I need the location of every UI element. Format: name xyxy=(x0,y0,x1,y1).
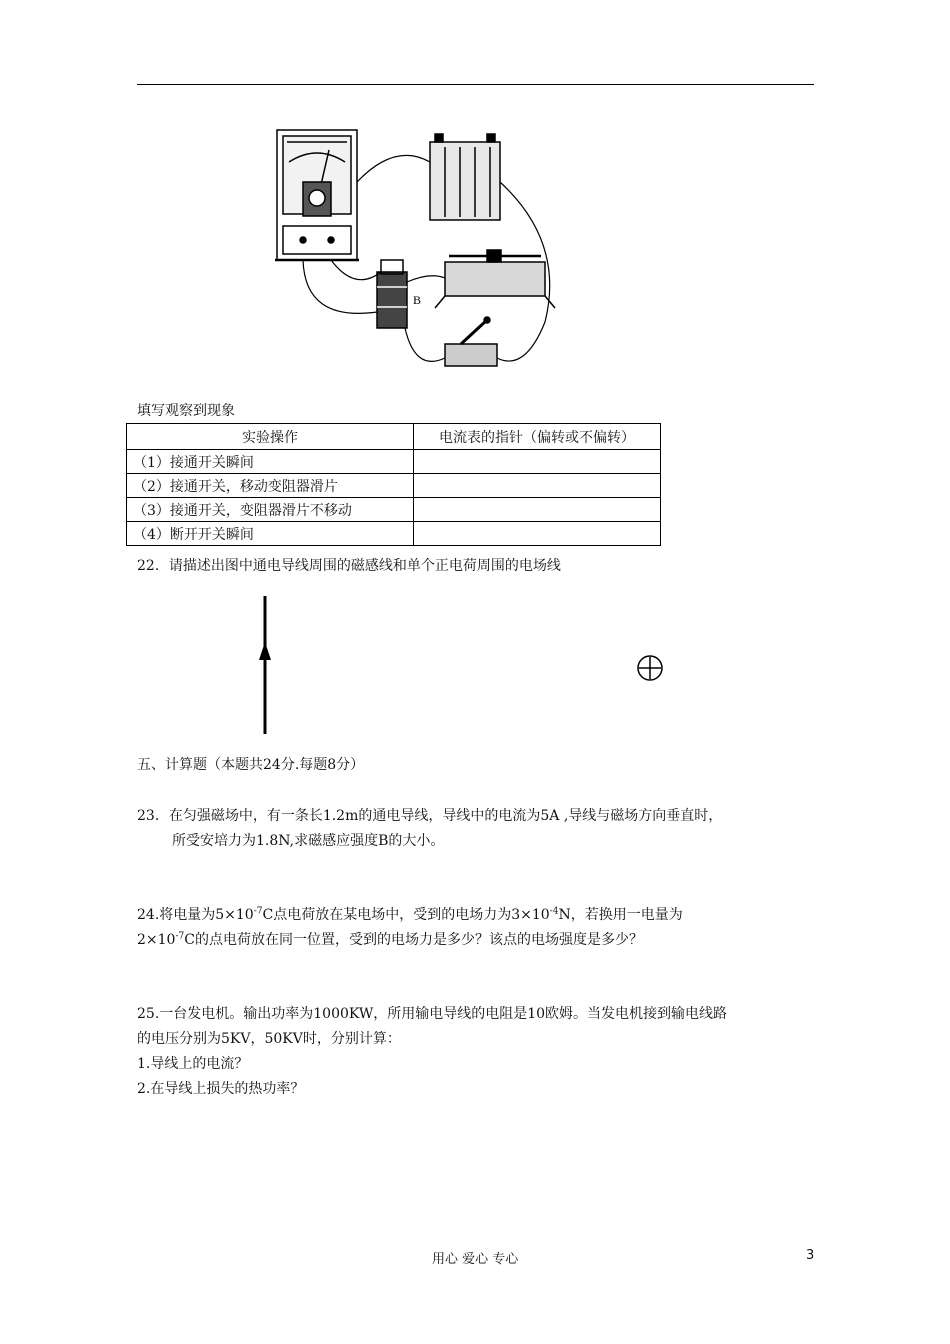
q24-text: C点电荷放在某电场中，受到的电场力为3×10 xyxy=(262,907,550,923)
rheostat-icon xyxy=(435,250,555,308)
q24-exponent: -4 xyxy=(549,906,559,917)
table-row xyxy=(127,522,661,546)
q24-exponent: -7 xyxy=(253,906,263,917)
row-answer-cell xyxy=(414,522,661,546)
switch-icon xyxy=(445,317,497,366)
question-23-line1: 23．在匀强磁场中，有一条长1.2m的通电导线，导线中的电流为5A ,导线与磁场方向垂直时， xyxy=(137,808,723,824)
coil-b-icon xyxy=(377,260,407,328)
q24-text: 24.将电量为5×10 xyxy=(137,907,254,923)
positive-charge-icon xyxy=(636,654,664,682)
question-23-line2: 所受安培力为1.8N,求磁感应强度B的大小。 xyxy=(172,833,445,849)
question-25-line1: 25.一台发电机。输出功率为1000KW，所用输电导线的电阻是10欧姆。当发电机接到输电线路 xyxy=(137,1006,728,1022)
question-25-line2: 的电压分别为5KV，50KV时，分别计算： xyxy=(137,1031,401,1047)
row-operation: （4）断开开关瞬间 xyxy=(127,522,414,546)
question-24-line1 xyxy=(137,904,683,926)
battery-icon xyxy=(430,134,500,220)
experiment-apparatus-figure xyxy=(265,122,565,380)
header-needle: 电流表的指针（偏转或不偏转） xyxy=(414,424,661,450)
question-25-item2: 2.在导线上损失的热功率？ xyxy=(137,1081,305,1097)
q24-text: 2×10 xyxy=(137,932,176,948)
svg-text:B: B xyxy=(413,293,422,307)
row-operation: （1）接通开关瞬间 xyxy=(127,450,414,474)
question-24-line2 xyxy=(137,929,643,951)
question-22: 22．请描述出图中通电导线周围的磁感线和单个正电荷周围的电场线 xyxy=(137,558,561,574)
row-answer-cell xyxy=(414,498,661,522)
table-row xyxy=(127,450,661,474)
table-header-row xyxy=(127,424,661,450)
question-25-item1: 1.导线上的电流？ xyxy=(137,1056,249,1072)
table-caption: 填写观察到现象 xyxy=(137,403,235,419)
table-row xyxy=(127,474,661,498)
row-answer-cell xyxy=(414,474,661,498)
q24-text: N，若换用一电量为 xyxy=(558,907,683,923)
galvanometer-icon xyxy=(275,130,359,260)
header-rule xyxy=(137,84,814,85)
row-answer-cell xyxy=(414,450,661,474)
footer-slogan: 用心 爱心 专心 xyxy=(432,1252,519,1267)
q24-exponent: -7 xyxy=(175,931,185,942)
table-row xyxy=(127,498,661,522)
page-number: 3 xyxy=(806,1248,815,1263)
row-operation: （3）接通开关，变阻器滑片不移动 xyxy=(127,498,414,522)
section-5-heading: 五、计算题（本题共24分.每题8分） xyxy=(137,757,365,773)
q24-text: C的点电荷放在同一位置，受到的电场力是多少？该点的电场强度是多少？ xyxy=(184,932,643,948)
current-wire-arrow-icon xyxy=(250,594,280,736)
header-operation: 实验操作 xyxy=(127,424,414,450)
observation-table xyxy=(126,423,661,546)
row-operation: （2）接通开关，移动变阻器滑片 xyxy=(127,474,414,498)
